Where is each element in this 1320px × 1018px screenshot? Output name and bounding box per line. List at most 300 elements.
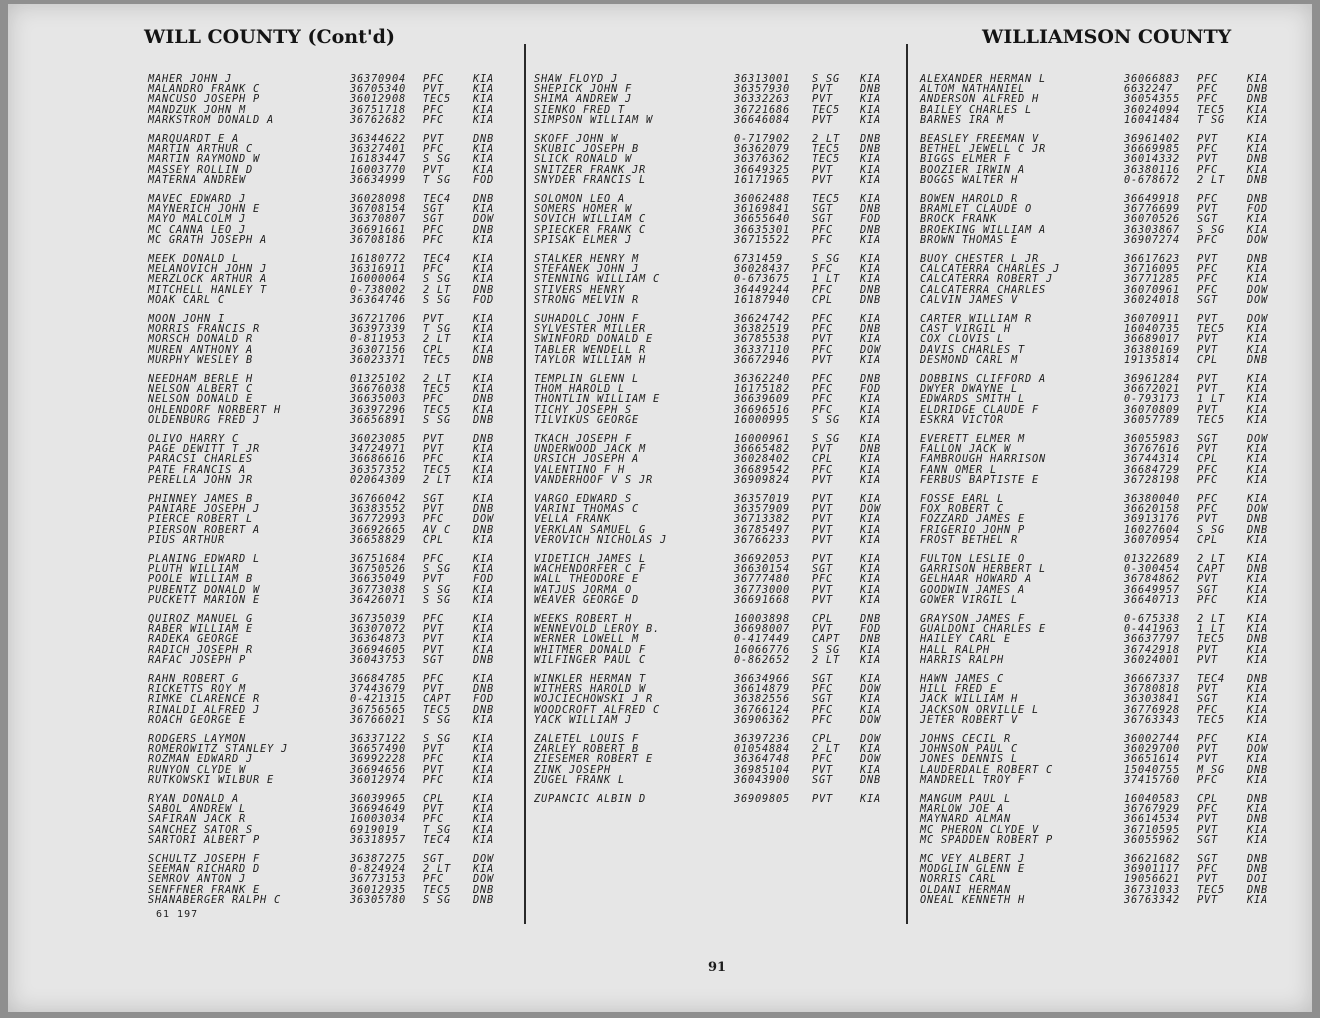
status-code: DOW — [1247, 293, 1268, 306]
casualty-name: GUALDONI CHARLES E — [920, 623, 1046, 636]
rank: S SG — [812, 73, 840, 85]
status-code: KIA — [473, 733, 494, 745]
rank: PVT — [812, 793, 833, 805]
serial-number: 19056621 — [1124, 873, 1180, 886]
rank: 2 LT — [423, 863, 451, 876]
status-code: DNB — [1247, 93, 1268, 106]
serial-number: 36766124 — [734, 703, 790, 716]
rank: CAPT — [812, 633, 840, 646]
casualty-name: JACK WILLIAM H — [920, 693, 1018, 706]
rank: 2 LT — [1197, 553, 1225, 565]
serial-number: 0-675338 — [1124, 613, 1180, 625]
status-code: KIA — [860, 473, 881, 486]
rank: 2 LT — [812, 743, 840, 756]
casualty-name: WATJUS JORMA O — [534, 583, 632, 596]
serial-number: 36169841 — [734, 203, 790, 216]
rank: PFC — [812, 323, 833, 336]
status-code: DNB — [473, 193, 494, 205]
rank: S SG — [812, 253, 840, 265]
rank: S SG — [423, 893, 451, 906]
status-code: KIA — [860, 273, 881, 286]
serial-number: 36665482 — [734, 443, 790, 456]
serial-number: 36961284 — [1124, 373, 1180, 385]
status-code: KIA — [1247, 383, 1268, 396]
rank: 2 LT — [1197, 613, 1225, 625]
casualty-name: ROZMAN EDWARD J — [148, 753, 253, 766]
casualty-name: WOODCROFT ALFRED C — [534, 703, 660, 716]
rank: PVT — [1197, 403, 1218, 416]
status-code: KIA — [473, 153, 494, 166]
serial-number: 36751684 — [350, 553, 406, 565]
rank: PFC — [812, 713, 833, 726]
serial-number: 36772993 — [350, 513, 406, 526]
serial-number: 0-811953 — [350, 333, 406, 346]
serial-number: 36657490 — [350, 743, 406, 756]
casualty-name: WINKLER HERMAN T — [534, 673, 646, 685]
casualty-name: CALVIN JAMES V — [920, 293, 1018, 306]
casualty-name: PIERCE ROBERT L — [148, 513, 253, 526]
serial-number: 36364746 — [350, 293, 406, 306]
status-code: KIA — [473, 373, 494, 385]
serial-number: 36751718 — [350, 103, 406, 116]
rank: SGT — [1197, 433, 1218, 445]
casualty-name: RICKETTS ROY M — [148, 683, 246, 696]
casualty-name: SUHADOLC JOHN F — [534, 313, 639, 325]
rank: SGT — [1197, 853, 1218, 865]
serial-number: 36691661 — [350, 223, 406, 236]
status-code: KIA — [473, 263, 494, 276]
serial-number: 36012935 — [350, 883, 406, 896]
status-code: KIA — [860, 563, 881, 576]
casualty-name: SNYDER FRANCIS L — [534, 173, 646, 186]
serial-number: 36370904 — [350, 73, 406, 85]
rank: PVT — [1197, 333, 1218, 346]
casualty-name: PLUTH WILLIAM — [148, 563, 239, 576]
casualty-name: SANCHEZ SATOR S — [148, 823, 253, 836]
serial-number: 36640713 — [1124, 593, 1180, 606]
casualty-name: MANDRELL TROY F — [920, 773, 1025, 786]
rank: S SG — [423, 593, 451, 606]
status-code: KIA — [473, 143, 494, 156]
casualty-name: NORRIS CARL — [920, 873, 997, 886]
casualty-name: UNDERWOOD JACK M — [534, 443, 646, 456]
status-code: DNB — [1247, 853, 1268, 865]
casualty-name: SYLVESTER MILLER — [534, 323, 646, 336]
serial-number: 16027604 — [1124, 523, 1180, 536]
rank: SGT — [812, 203, 833, 216]
casualty-name: WACHENDORFER C F — [534, 563, 646, 576]
serial-number: 36337110 — [734, 343, 790, 356]
casualty-name: SHANABERGER RALPH C — [148, 893, 281, 906]
status-code: KIA — [1247, 653, 1268, 666]
rank: TEC5 — [1197, 323, 1225, 336]
status-code: DNB — [1247, 563, 1268, 576]
status-code: KIA — [860, 263, 881, 276]
casualty-name: THONTLIN WILLIAM E — [534, 393, 660, 406]
casualty-name: CALCATERRA CHARLES J — [920, 263, 1060, 276]
casualty-name: CALCATERRA CHARLES — [920, 283, 1046, 296]
serial-number: 36635301 — [734, 223, 790, 236]
status-code: FOD — [473, 293, 494, 306]
casualty-name: PIERSON ROBERT A — [148, 523, 260, 536]
status-code: KIA — [860, 593, 881, 606]
status-code: DOW — [473, 513, 494, 526]
rank: PVT — [812, 173, 833, 186]
casualty-name: VARINI THOMAS C — [534, 503, 639, 516]
rank: PFC — [812, 753, 833, 766]
status-code: DNB — [473, 703, 494, 716]
serial-number: 16175182 — [734, 383, 790, 396]
casualty-name: SENFFNER FRANK E — [148, 883, 260, 896]
status-code: KIA — [860, 463, 881, 476]
status-code: DNB — [1247, 513, 1268, 526]
status-code: DNB — [473, 413, 494, 426]
rank: SGT — [1197, 693, 1218, 706]
status-code: DOW — [860, 733, 881, 745]
casualty-name: RADEKA GEORGE — [148, 633, 239, 646]
serial-number: 36656891 — [350, 413, 406, 426]
casualty-name: POOLE WILLIAM B — [148, 573, 253, 586]
status-code: KIA — [860, 533, 881, 546]
serial-number: 36630154 — [734, 563, 790, 576]
serial-number: 16183447 — [350, 153, 406, 166]
rank: PFC — [812, 703, 833, 716]
status-code: KIA — [860, 163, 881, 176]
casualty-name: RAFAC JOSEPH P — [148, 653, 246, 666]
casualty-name: VIDETICH JAMES L — [534, 553, 646, 565]
rank: PFC — [1197, 703, 1218, 716]
rank: 2 LT — [1197, 173, 1225, 186]
status-code: KIA — [1247, 443, 1268, 456]
rank: PFC — [423, 233, 444, 246]
status-code: DNB — [473, 653, 494, 666]
casualty-name: EVERETT ELMER M — [920, 433, 1025, 445]
rank: PFC — [812, 463, 833, 476]
serial-number: 16187940 — [734, 293, 790, 306]
status-code: KIA — [473, 563, 494, 576]
status-code: DNB — [860, 223, 881, 236]
status-code: KIA — [473, 333, 494, 346]
casualty-name: CARTER WILLIAM R — [920, 313, 1032, 325]
status-code: KIA — [473, 253, 494, 265]
status-code: KIA — [1247, 533, 1268, 546]
status-code: DNB — [1247, 883, 1268, 896]
casualty-name: PIUS ARTHUR — [148, 533, 225, 546]
rank: PFC — [1197, 593, 1218, 606]
casualty-name: DAVIS CHARLES T — [920, 343, 1025, 356]
serial-number: 36023371 — [350, 353, 406, 366]
casualty-name: ROACH GEORGE E — [148, 713, 246, 726]
casualty-name: OLIVO HARRY C — [148, 433, 239, 445]
casualty-name: MORRIS FRANCIS R — [148, 323, 260, 336]
rank: PFC — [1197, 263, 1218, 276]
status-code: KIA — [860, 583, 881, 596]
status-code: FOD — [473, 693, 494, 706]
casualty-name: MAHER JOHN J — [148, 73, 232, 85]
rank: PFC — [812, 393, 833, 406]
rank: S SG — [812, 413, 840, 426]
rank: T SG — [423, 823, 451, 836]
serial-number: 36318957 — [350, 833, 406, 846]
casualty-name: NELSON ALBERT C — [148, 383, 253, 396]
serial-number: 36070809 — [1124, 403, 1180, 416]
serial-number: 36742918 — [1124, 643, 1180, 656]
serial-number: 36669985 — [1124, 143, 1180, 156]
rank: 2 LT — [423, 373, 451, 385]
rank: SGT — [423, 213, 444, 226]
status-code: KIA — [860, 743, 881, 756]
serial-number: 36909805 — [734, 793, 790, 805]
serial-number: 01054884 — [734, 743, 790, 756]
serial-number: 36776699 — [1124, 203, 1180, 216]
casualty-name: MAYNERICH JOHN E — [148, 203, 260, 216]
rank: PFC — [1197, 863, 1218, 876]
casualty-name: MUREN ANTHONY A — [148, 343, 253, 356]
rank: M SG — [1197, 763, 1225, 776]
status-code: KIA — [860, 103, 881, 116]
status-code: KIA — [473, 83, 494, 96]
serial-number: 36039965 — [350, 793, 406, 805]
rank: SGT — [1197, 833, 1218, 846]
status-code: KIA — [1247, 473, 1268, 486]
casualty-name: RADICH JOSEPH R — [148, 643, 253, 656]
rank: PVT — [423, 133, 444, 145]
serial-number: 16000064 — [350, 273, 406, 286]
casualty-name: RABER WILLIAM E — [148, 623, 253, 636]
casualty-name: MC GRATH JOSEPH A — [148, 233, 267, 246]
rank: TEC4 — [423, 833, 451, 846]
casualty-name: BETHEL JEWELL C JR — [920, 143, 1046, 156]
serial-number: 36364748 — [734, 753, 790, 766]
rank: PVT — [1197, 513, 1218, 526]
casualty-name: MAVEC EDWARD J — [148, 193, 246, 205]
serial-number: 36449244 — [734, 283, 790, 296]
casualty-name: SNITZER FRANK JR — [534, 163, 646, 176]
casualty-name: SIMPSON WILLIAM W — [534, 113, 653, 126]
casualty-name: SHEPICK JOHN F — [534, 83, 632, 96]
status-code: KIA — [860, 403, 881, 416]
status-code: DNB — [473, 523, 494, 536]
casualty-name: MODGLIN GLENN E — [920, 863, 1025, 876]
status-code: FOD — [1247, 203, 1268, 216]
serial-number: 36303841 — [1124, 693, 1180, 706]
casualty-name: NELSON DONALD E — [148, 393, 253, 406]
serial-number: 01322689 — [1124, 553, 1180, 565]
status-code: KIA — [1247, 493, 1268, 505]
casualty-name: MELANOVICH JOHN J — [148, 263, 267, 276]
serial-number: 36012974 — [350, 773, 406, 786]
serial-number: 36055983 — [1124, 433, 1180, 445]
serial-number: 36684785 — [350, 673, 406, 685]
rank: PVT — [1197, 813, 1218, 826]
casualty-name: GARRISON HERBERT L — [920, 563, 1046, 576]
serial-number: 36767616 — [1124, 443, 1180, 456]
serial-number: 36694605 — [350, 643, 406, 656]
serial-number: 36692665 — [350, 523, 406, 536]
rank: TEC5 — [812, 193, 840, 205]
rank: PVT — [423, 433, 444, 445]
status-code: KIA — [1247, 753, 1268, 766]
rank: PFC — [812, 403, 833, 416]
serial-number: 36635049 — [350, 573, 406, 586]
rank: TEC5 — [1197, 103, 1225, 116]
casualty-name: SARTORI ALBERT P — [148, 833, 260, 846]
rank: PFC — [1197, 733, 1218, 745]
serial-number: 36766021 — [350, 713, 406, 726]
serial-number: 36024001 — [1124, 653, 1180, 666]
casualty-name: RINALDI ALFRED J — [148, 703, 260, 716]
casualty-name: MC VEY ALBERT J — [920, 853, 1025, 865]
serial-number: 36362079 — [734, 143, 790, 156]
rank: 2 LT — [423, 333, 451, 346]
casualty-name: FOX ROBERT C — [920, 503, 1004, 516]
serial-number: 36028437 — [734, 263, 790, 276]
casualty-name: MAYO MALCOLM J — [148, 213, 246, 226]
casualty-name: TICHY JOSEPH S — [534, 403, 632, 416]
casualty-name: ZINK JOSEPH — [534, 763, 611, 776]
serial-number: 36771285 — [1124, 273, 1180, 286]
page-number: 91 — [708, 960, 727, 975]
casualty-name: BUOY CHESTER L JR — [920, 253, 1039, 265]
rank: PVT — [812, 93, 833, 106]
casualty-name: VERKLAN SAMUEL G — [534, 523, 646, 536]
rank: SGT — [812, 773, 833, 786]
serial-number: 16040735 — [1124, 323, 1180, 336]
casualty-name: SKUBIC JOSEPH B — [534, 143, 639, 156]
casualty-name: MERZLOCK ARTHUR A — [148, 273, 267, 286]
rank: PVT — [812, 353, 833, 366]
serial-number: 16180772 — [350, 253, 406, 265]
casualty-name: HARRIS RALPH — [920, 653, 1004, 666]
rank: TEC5 — [423, 403, 451, 416]
status-code: KIA — [860, 353, 881, 366]
casualty-name: FERBUS BAPTISTE E — [920, 473, 1039, 486]
rank: CAPT — [423, 693, 451, 706]
status-code: DOW — [473, 873, 494, 886]
serial-number: 36689542 — [734, 463, 790, 476]
rank: PVT — [1197, 643, 1218, 656]
document-page — [8, 4, 1312, 1012]
casualty-name: BRAMLET CLAUDE O — [920, 203, 1032, 216]
rank: PFC — [812, 263, 833, 276]
serial-number: 36773038 — [350, 583, 406, 596]
status-code: DNB — [1247, 863, 1268, 876]
casualty-name: GELHAAR HOWARD A — [920, 573, 1032, 586]
status-code: DNB — [860, 323, 881, 336]
status-code: KIA — [860, 643, 881, 656]
rank: PFC — [812, 313, 833, 325]
serial-number: 36708186 — [350, 233, 406, 246]
serial-number: 36380040 — [1124, 493, 1180, 505]
casualty-name: FROST BETHEL R — [920, 533, 1018, 546]
rank: PVT — [1197, 873, 1218, 886]
casualty-name: ZALETEL LOUIS F — [534, 733, 639, 745]
serial-number: 16000961 — [734, 433, 790, 445]
rank: PFC — [1197, 463, 1218, 476]
status-code: KIA — [473, 163, 494, 176]
serial-number: 36028098 — [350, 193, 406, 205]
casualty-name: SPISAK ELMER J — [534, 233, 632, 246]
rank: PFC — [1197, 273, 1218, 286]
serial-number: 36357909 — [734, 503, 790, 516]
rank: PVT — [812, 503, 833, 516]
casualty-name: DWYER DWAYNE L — [920, 383, 1018, 396]
serial-number: 36992228 — [350, 753, 406, 766]
status-code: FOD — [860, 623, 881, 636]
serial-number: 36731033 — [1124, 883, 1180, 896]
status-code: KIA — [1247, 133, 1268, 145]
casualty-name: BROWN THOMAS E — [920, 233, 1018, 246]
serial-number: 36070911 — [1124, 313, 1180, 325]
serial-number: 36305780 — [350, 893, 406, 906]
casualty-name: MITCHELL HANLEY T — [148, 283, 267, 296]
status-code: KIA — [473, 803, 494, 816]
serial-number: 01325102 — [350, 373, 406, 385]
status-code: DNB — [860, 143, 881, 156]
status-code: KIA — [1247, 573, 1268, 586]
serial-number: 36357352 — [350, 463, 406, 476]
casualty-name: TILVIKUS GEORGE — [534, 413, 639, 426]
status-code: KIA — [473, 743, 494, 756]
status-code: KIA — [1247, 343, 1268, 356]
serial-number: 36907274 — [1124, 233, 1180, 246]
serial-number: 36043900 — [734, 773, 790, 786]
rank: S SG — [423, 713, 451, 726]
casualty-name: MARTIN ARTHUR C — [148, 143, 253, 156]
status-code: KIA — [473, 773, 494, 786]
rank: PVT — [812, 583, 833, 596]
serial-number: 36710595 — [1124, 823, 1180, 836]
rank: SGT — [812, 563, 833, 576]
casualty-name: JONES DENNIS L — [920, 753, 1018, 766]
casualty-name: RUNYON CLYDE W — [148, 763, 246, 776]
status-code: KIA — [1247, 683, 1268, 696]
status-code: DNB — [1247, 813, 1268, 826]
status-code: KIA — [473, 763, 494, 776]
casualty-name: ALEXANDER HERMAN L — [920, 73, 1046, 85]
status-code: KIA — [860, 233, 881, 246]
status-code: KIA — [473, 323, 494, 336]
status-code: DNB — [860, 443, 881, 456]
serial-number: 36985104 — [734, 763, 790, 776]
status-code: KIA — [1247, 623, 1268, 636]
casualty-name: BAILEY CHARLES L — [920, 103, 1032, 116]
serial-number: 36777480 — [734, 573, 790, 586]
status-code: KIA — [860, 793, 881, 805]
status-code: KIA — [1247, 263, 1268, 276]
casualty-name: GOWER VIRGIL L — [920, 593, 1018, 606]
serial-number: 36705340 — [350, 83, 406, 96]
serial-number: 37443679 — [350, 683, 406, 696]
casualty-name: FRIGERIO JOHN P — [920, 523, 1025, 536]
rank: TEC5 — [1197, 633, 1225, 646]
casualty-name: SCHULTZ JOSEPH F — [148, 853, 260, 865]
serial-number: 36357019 — [734, 493, 790, 505]
rank: PFC — [1197, 233, 1218, 246]
serial-number: 16040583 — [1124, 793, 1180, 805]
casualty-name: COX CLOVIS L — [920, 333, 1004, 346]
rank: PVT — [812, 493, 833, 505]
status-code: DNB — [1247, 193, 1268, 205]
casualty-name: TKACH JOSEPH F — [534, 433, 632, 445]
casualty-name: SAFIRAN JACK R — [148, 813, 246, 826]
rank: TEC5 — [423, 93, 451, 106]
rank: PFC — [423, 553, 444, 565]
status-code: FOD — [860, 383, 881, 396]
rank: CPL — [812, 733, 833, 745]
casualty-name: SLICK RONALD W — [534, 153, 632, 166]
rank: TEC4 — [423, 193, 451, 205]
